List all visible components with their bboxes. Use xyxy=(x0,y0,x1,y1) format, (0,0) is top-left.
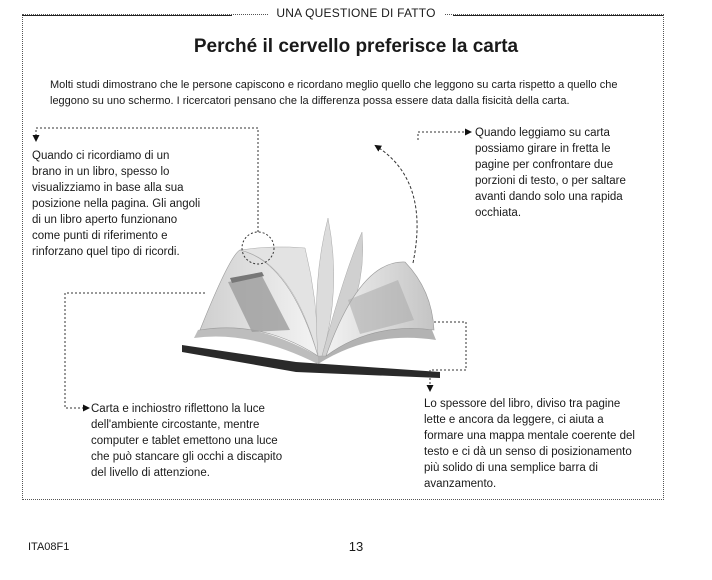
connector-thickness xyxy=(430,322,466,390)
callout-light: Carta e inchiostro riflettono la luce dell'ambiente circostante, mentre computer e tablet emettono una luce che può stancare gli occhi a discapito del livello di attenzione. xyxy=(91,403,283,479)
callout-turning: Quando leggiamo su carta possiamo girare in fretta le pagine per confrontare due porzioni di testo, o per saltare avanti dando solo una rapida occhiata. xyxy=(475,127,626,219)
section-label: UNA QUESTIONE DI FATTO xyxy=(268,6,443,20)
document-code: ITA08F1 xyxy=(28,541,70,553)
intro-paragraph: Molti studi dimostrano che le persone capiscono e ricordano meglio quello che leggono su carta rispetto a quello che leggono su uno schermo. I ricercatori pensano che la differenza possa essere data dalla fisicità della carta. xyxy=(50,79,618,107)
callout-position: Quando ci ricordiamo di un brano in un libro, spesso lo visualizziamo in base alla sua posizione nella pagina. Gli angoli di un libro aperto funzionano come punti di riferimento e rinforzano quel tipo di ricordi. xyxy=(32,150,201,258)
callout-thickness: Lo spessore del libro, diviso tra pagine lette e ancora da leggere, ci aiuta a formare una mappa mentale coerente del testo e ci dà un senso di posizionamento più solido di una semplice barra di avanzamento. xyxy=(424,398,635,490)
page-title: Perché il cervello preferisce la carta xyxy=(193,36,519,57)
page-flip-arrow-icon xyxy=(376,146,417,263)
connector-turning xyxy=(418,132,470,140)
page-number: 13 xyxy=(348,539,364,554)
